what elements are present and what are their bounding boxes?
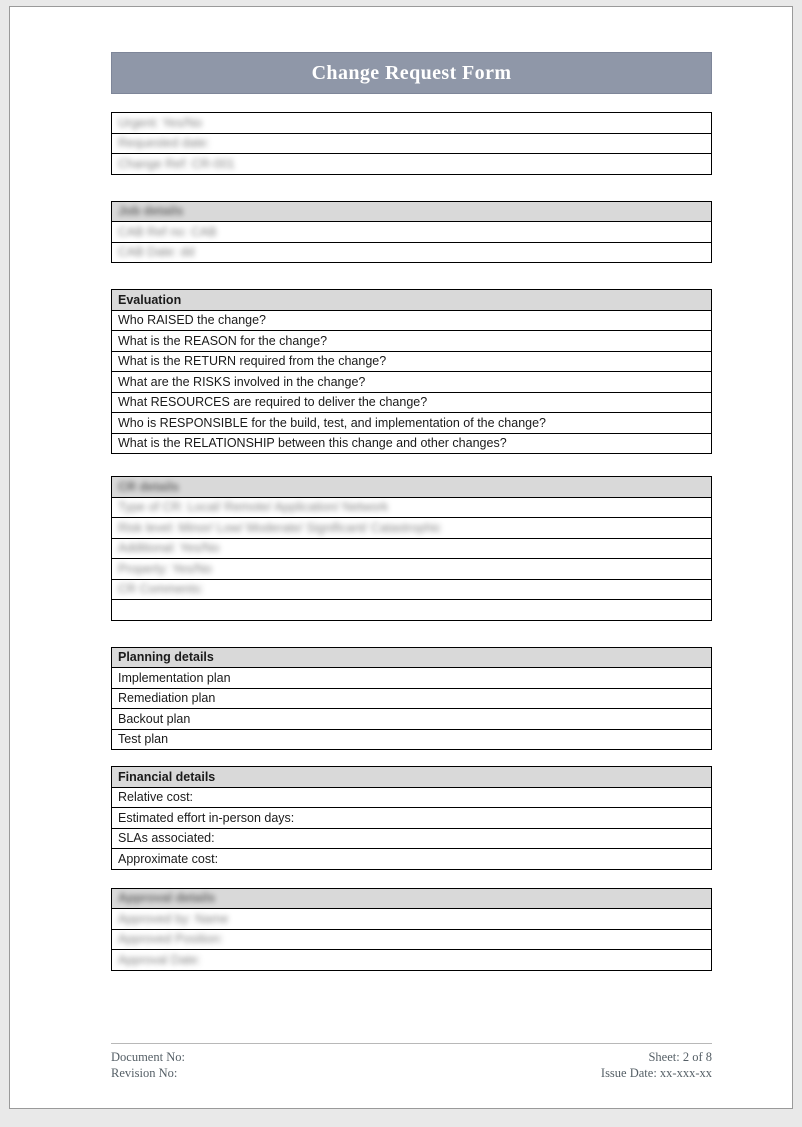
planning-implementation-cell[interactable]: Implementation plan [112, 668, 712, 689]
table-row [112, 559, 712, 580]
redacted-text: Change Ref: CR-001 [118, 156, 235, 171]
cr-risk-level-cell[interactable] [112, 518, 712, 539]
evaluation-responsible-cell[interactable]: Who is RESPONSIBLE for the build, test, and implementation of the change? [112, 413, 712, 434]
spacer [111, 750, 712, 766]
redacted-text: Job details [118, 204, 184, 219]
table-row [112, 413, 712, 434]
table-row [112, 518, 712, 539]
form-sheet [111, 52, 712, 971]
redacted-text: CAB Date: dd [118, 245, 195, 260]
redacted-text: Urgent: Yes/No [118, 115, 203, 130]
footer-left [111, 1049, 185, 1081]
table-row [112, 331, 712, 352]
cr-additional-cell[interactable] [112, 538, 712, 559]
footer-issue-date: Issue Date: xx-xxx-xx [600, 1066, 712, 1080]
planning-remediation-cell[interactable]: Remediation plan [112, 688, 712, 709]
table-row [112, 787, 712, 808]
financial-relative-cost-cell[interactable]: Relative cost: [112, 787, 712, 808]
request-meta-table [111, 112, 712, 175]
table-row [112, 579, 712, 600]
table-row [112, 372, 712, 393]
spacer [111, 454, 712, 476]
financial-details-header: Financial details [112, 767, 712, 788]
table-row [112, 497, 712, 518]
spacer [111, 870, 712, 888]
approval-details-header [112, 888, 712, 909]
redacted-text: Property: Yes/No [118, 561, 212, 576]
requested-date-cell[interactable] [112, 133, 712, 154]
redacted-text: Approved by: Name [118, 911, 229, 926]
page-footer [111, 1043, 712, 1081]
change-ref-cell[interactable] [112, 154, 712, 175]
table-row [112, 647, 712, 668]
spacer [111, 621, 712, 647]
cr-comments-entry-cell[interactable] [112, 600, 712, 621]
table-row [112, 600, 712, 621]
cr-type-cell[interactable] [112, 497, 712, 518]
redacted-text: Additional: Yes/No [118, 541, 220, 556]
table-row [112, 433, 712, 454]
evaluation-reason-cell[interactable]: What is the REASON for the change? [112, 331, 712, 352]
approved-position-cell[interactable] [112, 929, 712, 950]
redacted-text: CR Comments: [118, 582, 204, 597]
cr-details-table [111, 476, 712, 621]
spacer [111, 94, 712, 112]
planning-details-header: Planning details [112, 647, 712, 668]
table-row [112, 310, 712, 331]
redacted-text: Requested date: [118, 136, 210, 151]
table-row [112, 709, 712, 730]
redacted-text: Approval Date: [118, 952, 201, 967]
cr-details-header [112, 477, 712, 498]
cab-ref-cell[interactable] [112, 222, 712, 243]
evaluation-header: Evaluation [112, 290, 712, 311]
footer-revision-no: Revision No: [111, 1066, 178, 1080]
approval-details-table [111, 888, 712, 971]
redacted-text: CR details [118, 479, 180, 494]
table-row [112, 392, 712, 413]
table-row [112, 477, 712, 498]
redacted-text: CAB Ref no: CAB [118, 224, 217, 239]
table-row [112, 222, 712, 243]
table-row [112, 538, 712, 559]
financial-slas-cell[interactable]: SLAs associated: [112, 828, 712, 849]
table-row [112, 808, 712, 829]
table-row [112, 154, 712, 175]
evaluation-return-cell[interactable]: What is the RETURN required from the change? [112, 351, 712, 372]
table-row [112, 950, 712, 971]
evaluation-table [111, 289, 712, 454]
evaluation-raised-cell[interactable]: Who RAISED the change? [112, 310, 712, 331]
spacer [111, 175, 712, 201]
financial-approximate-cost-cell[interactable]: Approximate cost: [112, 849, 712, 870]
table-row [112, 828, 712, 849]
financial-effort-cell[interactable]: Estimated effort in-person days: [112, 808, 712, 829]
document-page [9, 6, 793, 1109]
request-urgent-cell[interactable] [112, 113, 712, 134]
financial-details-table [111, 766, 712, 870]
table-row [112, 290, 712, 311]
form-title-banner [111, 52, 712, 94]
planning-test-cell[interactable]: Test plan [112, 729, 712, 750]
table-row [112, 113, 712, 134]
table-row [112, 729, 712, 750]
table-row [112, 201, 712, 222]
table-row [112, 133, 712, 154]
footer-document-no: Document No: [111, 1050, 185, 1064]
table-row [112, 668, 712, 689]
cab-date-cell[interactable] [112, 242, 712, 263]
redacted-text: Risk level: Minor/ Low/ Moderate/ Significant/ Catastrophic [118, 520, 442, 535]
footer-right [601, 1049, 712, 1081]
cr-property-cell[interactable] [112, 559, 712, 580]
table-row [112, 849, 712, 870]
job-details-header [112, 201, 712, 222]
redacted-text: Type of CR: Local/ Remote/ Application/ Network [118, 500, 389, 515]
table-row [112, 888, 712, 909]
redacted-text: Approval details [118, 891, 216, 906]
evaluation-risks-cell[interactable]: What are the RISKS involved in the change? [112, 372, 712, 393]
table-row [112, 351, 712, 372]
footer-sheet-number: Sheet: 2 of 8 [648, 1050, 712, 1064]
table-row [112, 767, 712, 788]
planning-backout-cell[interactable]: Backout plan [112, 709, 712, 730]
evaluation-relationship-cell[interactable]: What is the RELATIONSHIP between this change and other changes? [112, 433, 712, 454]
spacer [111, 263, 712, 289]
approval-date-cell[interactable] [112, 950, 712, 971]
table-row [112, 242, 712, 263]
table-row [112, 929, 712, 950]
planning-details-table [111, 647, 712, 751]
table-row [112, 909, 712, 930]
job-details-table [111, 201, 712, 264]
cr-comments-cell[interactable] [112, 579, 712, 600]
redacted-text: Approved Position: [118, 932, 223, 947]
approved-by-cell[interactable] [112, 909, 712, 930]
evaluation-resources-cell[interactable]: What RESOURCES are required to deliver the change? [112, 392, 712, 413]
page-title: Change Request Form [311, 61, 512, 84]
table-row [112, 688, 712, 709]
